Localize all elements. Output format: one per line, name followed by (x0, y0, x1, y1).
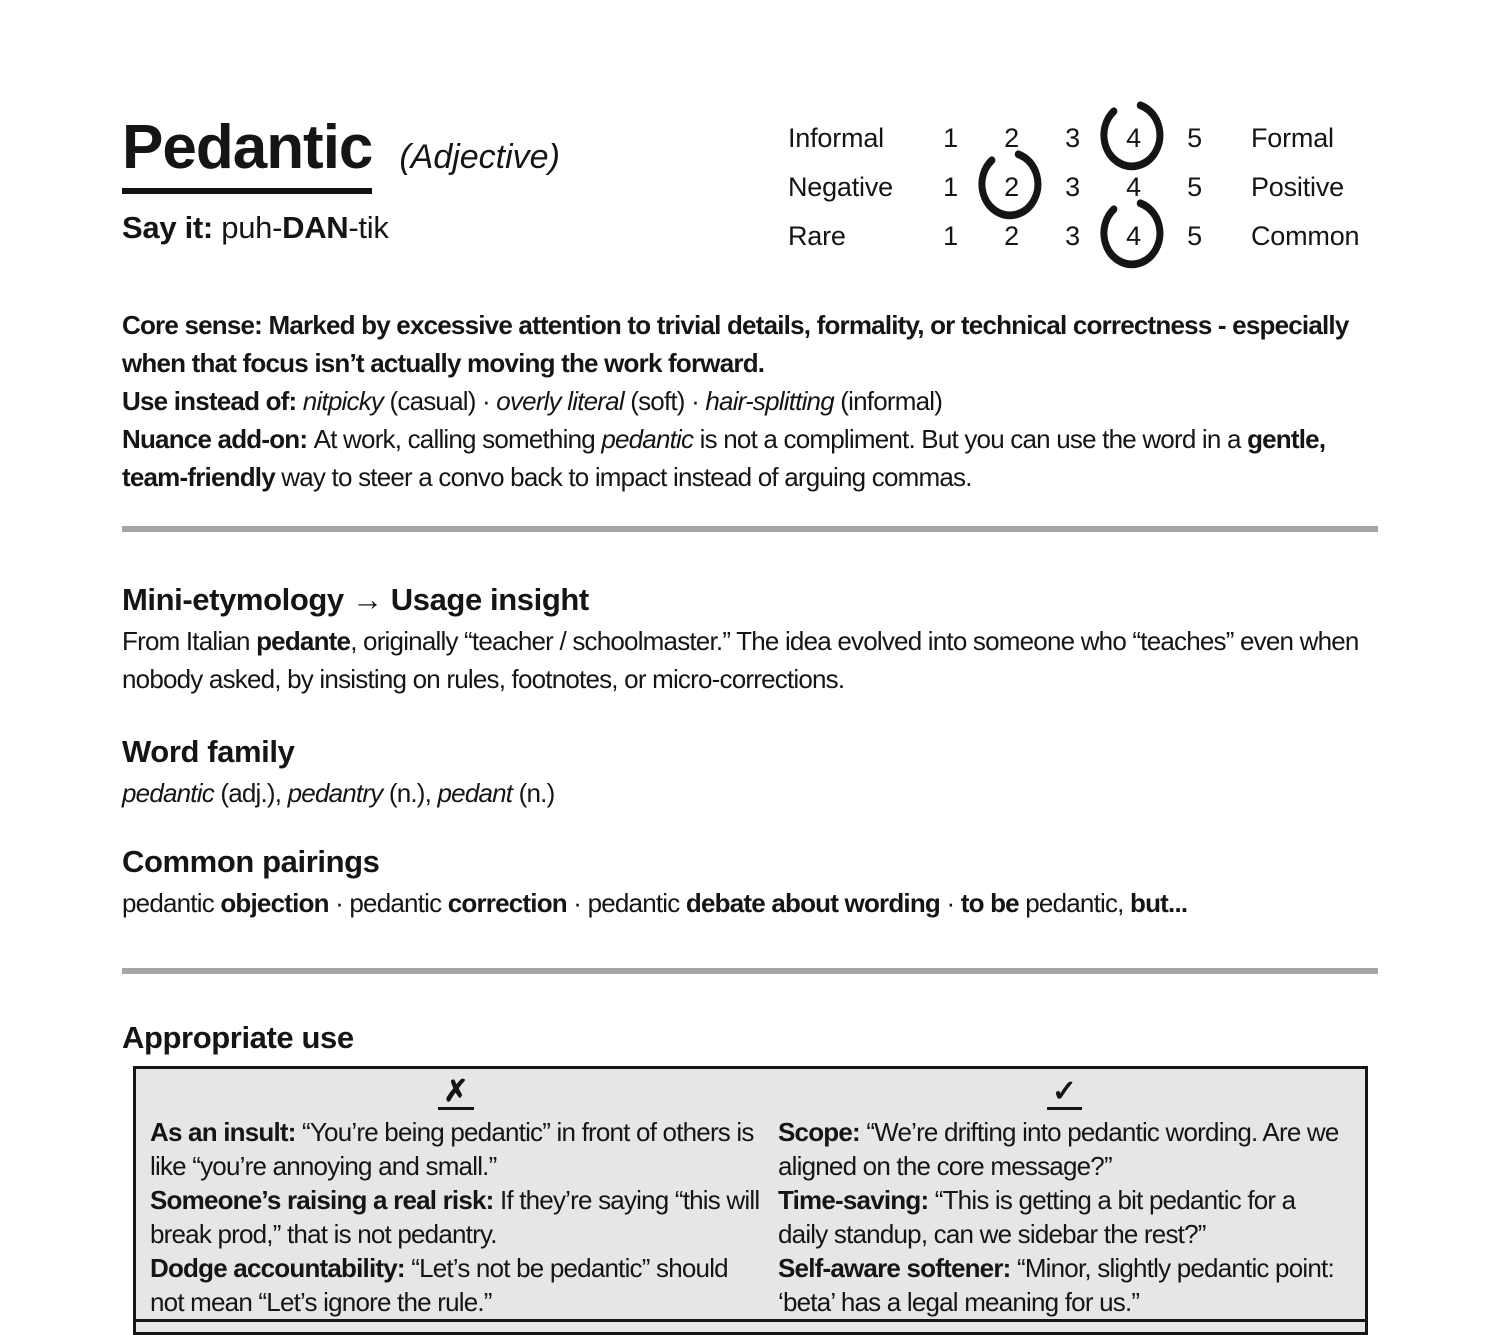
scale-number: 3 (1065, 172, 1080, 202)
text-run: to be (960, 888, 1019, 918)
appropriate-use-heading: Appropriate use (122, 1020, 354, 1055)
word-family-heading: Word family (122, 734, 295, 769)
use-item (778, 1115, 1351, 1183)
pairings-section (122, 844, 1378, 922)
scale-left-label: Rare (788, 221, 846, 251)
scale-number: 1 (943, 172, 958, 202)
scale-number: 4 (1126, 221, 1141, 251)
text-run: pedantic (122, 778, 214, 808)
use-item-label: Dodge accountability: (150, 1253, 405, 1283)
scale-value-1 (920, 172, 981, 203)
use-instead-para (122, 382, 1378, 420)
scale-number: 4 (1126, 172, 1141, 202)
text-run: correction (447, 888, 567, 918)
appropriate-use-section (122, 1020, 1378, 1335)
scale-right-label: Common (1251, 221, 1360, 251)
use-item-text: “You’re being pedantic” in front of others is like “you’re annoying and small.” (150, 1117, 754, 1181)
text-run: objection (220, 888, 329, 918)
word-family-section (122, 734, 1378, 812)
do-column-header (778, 1071, 1351, 1115)
etymology-para (122, 622, 1378, 698)
text-run: pedantry (287, 778, 383, 808)
headword: Pedantic (122, 112, 372, 194)
pairings-heading: Common pairings (122, 844, 380, 879)
scale-value-5 (1164, 172, 1225, 203)
scale-value-4 (1103, 172, 1164, 203)
text-run: overly literal (496, 386, 624, 416)
scale-row-rare (788, 212, 1359, 261)
scale-left-label: Negative (788, 172, 893, 202)
text-run: is not a compliment. But you can use the word in a (693, 424, 1248, 454)
text-run: · (940, 888, 961, 918)
dont-items (150, 1115, 762, 1319)
text-run: debate about wording (685, 888, 941, 918)
etymology-heading: Mini-etymology → Usage insight (122, 582, 589, 617)
nuance-para (122, 420, 1378, 496)
text-run: From Italian (122, 626, 257, 656)
scale-value-3 (1042, 221, 1103, 252)
pron-stress: DAN (282, 210, 349, 245)
text-run: Marked by excessive attention to trivial details, formality, or technical correctness - especially when that focus isn’t actually moving the work forward. (122, 310, 1349, 378)
scale-value-1 (920, 123, 981, 154)
use-item (778, 1251, 1351, 1319)
use-item-text: “We’re drifting into pedantic wording. Are we aligned on the core message?” (778, 1117, 1339, 1181)
scale-value-2 (981, 221, 1042, 252)
text-run: Use instead of: (122, 386, 303, 416)
use-item-label: Self-aware softener: (778, 1253, 1011, 1283)
do-column (778, 1071, 1351, 1319)
text-run: hair-splitting (705, 386, 834, 416)
do-items (778, 1115, 1351, 1319)
text-run: pedantic (601, 424, 694, 454)
dont-column (150, 1071, 762, 1319)
text-run: pedant (437, 778, 513, 808)
pairings-para (122, 884, 1378, 922)
scale-number: 3 (1065, 123, 1080, 153)
use-item-text: If they’re saying “this will break prod,” that is not pedantry. (150, 1185, 760, 1249)
use-item-text: “Let’s not be pedantic” should not mean “Let’s ignore the rule.” (150, 1253, 728, 1317)
use-item-text: “This is getting a bit pedantic for a daily standup, can we sidebar the rest?” (778, 1185, 1296, 1249)
scale-number: 2 (1004, 172, 1019, 202)
scale-number: 1 (943, 221, 958, 251)
scale-number: 2 (1004, 123, 1019, 153)
text-run: Nuance add-on: (122, 424, 314, 454)
appropriate-use-table (133, 1066, 1368, 1335)
text-run: · pedantic (566, 888, 686, 918)
text-run: , originally “teacher / schoolmaster.” The idea evolved into someone who “teaches” even when nobody asked, by insisting on rules, footnotes, or micro-corrections. (122, 626, 1359, 694)
scale-row-informal (788, 114, 1359, 163)
ballot-x-icon: ✗ (438, 1077, 473, 1110)
use-item (150, 1183, 762, 1251)
check-mark-icon: ✓ (1047, 1077, 1082, 1110)
text-run: (n.) (512, 778, 555, 808)
text-run: pedantic, (1018, 888, 1131, 918)
table-row-divider (136, 1319, 1365, 1332)
text-run: (casual) · (383, 386, 497, 416)
scale-number: 3 (1065, 221, 1080, 251)
use-item (778, 1183, 1351, 1251)
scale-value-2 (981, 172, 1042, 203)
use-item-label: Time-saving: (778, 1185, 929, 1215)
scale-value-4 (1103, 221, 1164, 252)
text-run: (n.), (382, 778, 438, 808)
scale-value-5 (1164, 221, 1225, 252)
use-item-label: Someone’s raising a real risk: (150, 1185, 494, 1215)
use-columns (136, 1069, 1365, 1319)
use-item-label: As an insult: (150, 1117, 296, 1147)
scale-value-3 (1042, 172, 1103, 203)
text-run: (soft) · (623, 386, 706, 416)
text-run: (informal) (833, 386, 943, 416)
scale-number: 5 (1187, 172, 1202, 202)
scale-right-label: Positive (1251, 172, 1344, 202)
etymology-section (122, 582, 1378, 698)
text-run: gentle, team-friendly (122, 424, 1326, 492)
scale-value-4 (1103, 123, 1164, 154)
core-sense-para (122, 306, 1378, 382)
scale-right-label: Formal (1251, 123, 1334, 153)
core-sense-block (122, 306, 1378, 496)
text-run: way to steer a convo back to impact instead of arguing commas. (274, 462, 972, 492)
text-run: nitpicky (302, 386, 384, 416)
scale-number: 2 (1004, 221, 1019, 251)
divider (122, 968, 1378, 974)
scale-row-negative (788, 163, 1359, 212)
divider (122, 526, 1378, 532)
scale-value-1 (920, 221, 981, 252)
scale-value-5 (1164, 123, 1225, 154)
word-family-para (122, 774, 1378, 812)
text-run: At work, calling something (313, 424, 602, 454)
scale-value-3 (1042, 123, 1103, 154)
text-run: Core sense: (122, 310, 269, 340)
scale-left-label: Informal (788, 123, 884, 153)
text-run: pedantic (122, 888, 221, 918)
use-item-label: Scope: (778, 1117, 860, 1147)
pron-pre: puh- (221, 210, 283, 245)
use-item-text: “Minor, slightly pedantic point: ‘beta’ has a legal meaning for us.” (778, 1253, 1334, 1317)
pron-post: -tik (348, 210, 389, 245)
text-run: · pedantic (328, 888, 448, 918)
text-run: (adj.), (213, 778, 288, 808)
scale-number: 5 (1187, 221, 1202, 251)
rating-scales (788, 114, 1359, 261)
use-item (150, 1115, 762, 1183)
use-item (150, 1251, 762, 1319)
scale-number: 5 (1187, 123, 1202, 153)
scale-value-2 (981, 123, 1042, 154)
text-run: pedante (256, 626, 351, 656)
scale-number: 4 (1126, 123, 1141, 153)
part-of-speech: (Adjective) (399, 138, 560, 176)
scale-number: 1 (943, 123, 958, 153)
text-run: but... (1130, 888, 1188, 918)
say-it-label: Say it: (122, 210, 213, 245)
dont-column-header (150, 1071, 762, 1115)
